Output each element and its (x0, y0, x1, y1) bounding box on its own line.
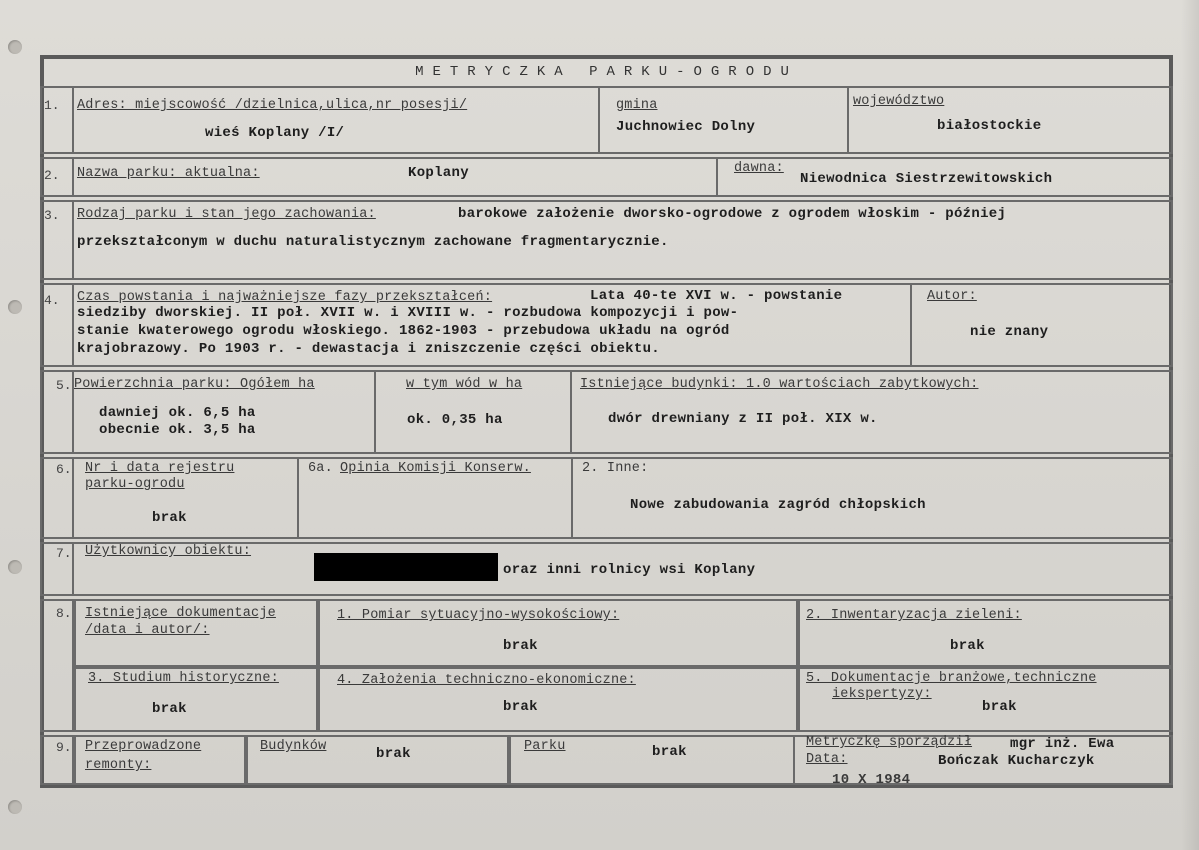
history-value-line3: stanie kwaterowego ogrodu włoskiego. 1862-1903 - przebudowa układu na ogród (77, 323, 730, 339)
prepared-by-label: Metryczkę sporządził (806, 735, 973, 750)
row-number: 3. (44, 208, 60, 223)
park-repairs-value: brak (652, 744, 687, 760)
former-name-label: dawna: (734, 161, 784, 176)
greenery-inventory-label: 2. Inwentaryzacja zieleni: (806, 608, 1022, 623)
row-number: 1. (44, 98, 60, 113)
history-value-line4: krajobrazowy. Po 1903 r. - dewastacja i zniszczenie części obiektu. (77, 341, 660, 357)
buildings-repairs-value: brak (376, 746, 411, 762)
other-label: 2. Inne: (582, 461, 649, 476)
water-label: w tym wód w ha (406, 377, 523, 392)
gmina-value: Juchnowiec Dolny (616, 119, 756, 135)
address-label: Adres: miejscowość /dzielnica,ulica,nr posesji/ (77, 98, 468, 113)
row-number: 4. (44, 293, 60, 308)
row-number: 8. (56, 606, 72, 621)
history-value-line1: Lata 40-te XVI w. - powstanie (590, 288, 843, 304)
voivodeship-label: województwo (853, 94, 945, 109)
survey-value: brak (503, 638, 538, 654)
other-value: Nowe zabudowania zagród chłopskich (630, 497, 926, 513)
park-name-value: Koplany (408, 165, 469, 181)
author-label: Autor: (927, 289, 977, 304)
area-former-value: dawniej ok. 6,5 ha (99, 405, 256, 421)
register-label-line2: parku-ogrodu (85, 477, 185, 492)
punch-hole (8, 560, 22, 574)
redaction-bar (314, 553, 498, 581)
survey-label: 1. Pomiar sytuacyjno-wysokościowy: (337, 608, 620, 623)
historical-study-label: 3. Studium historyczne: (88, 671, 279, 686)
park-type-value-line2: przekształconym w duchu naturalistycznym zachowane fragmentarycznie. (77, 234, 669, 250)
gmina-label: gmina (616, 98, 658, 113)
date-label: Data: (806, 752, 848, 767)
address-value: wieś Koplany /I/ (205, 125, 345, 141)
technical-economic-label: 4. Założenia techniczno-ekonomiczne: (337, 673, 636, 688)
greenery-inventory-value: brak (950, 638, 985, 654)
docs-label-line1: Istniejące dokumentacje (85, 606, 276, 621)
park-repairs-label: Parku (524, 739, 566, 754)
row-number: 2. (44, 168, 60, 183)
prepared-by-name-line2: Bończak Kucharczyk (938, 753, 1095, 769)
docs-label-line2: /data i autor/: (85, 623, 210, 638)
sector-docs-value: brak (982, 699, 1017, 715)
date-value: 10 X 1984 (832, 772, 911, 788)
row-number: 7. (56, 546, 72, 561)
register-label-line1: Nr i data rejestru (85, 461, 235, 476)
punch-hole (8, 40, 22, 54)
buildings-label: Istniejące budynki: 1.0 wartościach zabytkowych: (580, 377, 979, 392)
author-value: nie znany (970, 324, 1049, 340)
register-value: brak (152, 510, 187, 526)
park-name-label: Nazwa parku: aktualna: (77, 166, 260, 181)
park-type-value-line1: barokowe założenie dworsko-ogrodowe z ogrodem włoskim - później (458, 206, 1007, 222)
punch-hole (8, 300, 22, 314)
voivodeship-value: białostockie (937, 118, 1042, 134)
repairs-label-line1: Przeprowadzone (85, 739, 202, 754)
sector-docs-label-line1: 5. Dokumentacje branżowe,techniczne (806, 671, 1097, 686)
form-title: METRYCZKA PARKU-OGRODU (415, 64, 798, 80)
repairs-label-line2: remonty: (85, 758, 152, 773)
historical-study-value: brak (152, 701, 187, 717)
users-value: oraz inni rolnicy wsi Koplany (503, 562, 756, 578)
row-number: 5. (56, 378, 72, 393)
sector-docs-label-line2: iekspertyzy: (832, 687, 932, 702)
opinion-label: Opinia Komisji Konserw. (340, 461, 531, 476)
history-label: Czas powstania i najważniejsze fazy przekształceń: (77, 290, 493, 305)
buildings-repairs-label: Budynków (260, 739, 327, 754)
users-label: Użytkownicy obiektu: (85, 544, 252, 559)
area-label: Powierzchnia parku: Ogółem ha (74, 377, 315, 392)
prepared-by-name-line1: mgr inż. Ewa (1010, 736, 1115, 752)
page-edge-shadow (1181, 0, 1199, 850)
park-type-label: Rodzaj parku i stan jego zachowania: (77, 207, 376, 222)
area-current-value: obecnie ok. 3,5 ha (99, 422, 256, 438)
row-number: 9. (56, 740, 72, 755)
history-value-line2: siedziby dworskiej. II poł. XVII w. i XVIII w. - rozbudowa kompozycji i pow- (77, 305, 739, 321)
water-value: ok. 0,35 ha (407, 412, 503, 428)
buildings-value: dwór drewniany z II poł. XIX w. (608, 411, 878, 427)
technical-economic-value: brak (503, 699, 538, 715)
row-1-num-cell (40, 86, 74, 154)
row-number: 6. (56, 462, 72, 477)
punch-hole (8, 800, 22, 814)
former-name-value: Niewodnica Siestrzewitowskich (800, 171, 1053, 187)
opinion-number: 6a. (308, 461, 333, 476)
